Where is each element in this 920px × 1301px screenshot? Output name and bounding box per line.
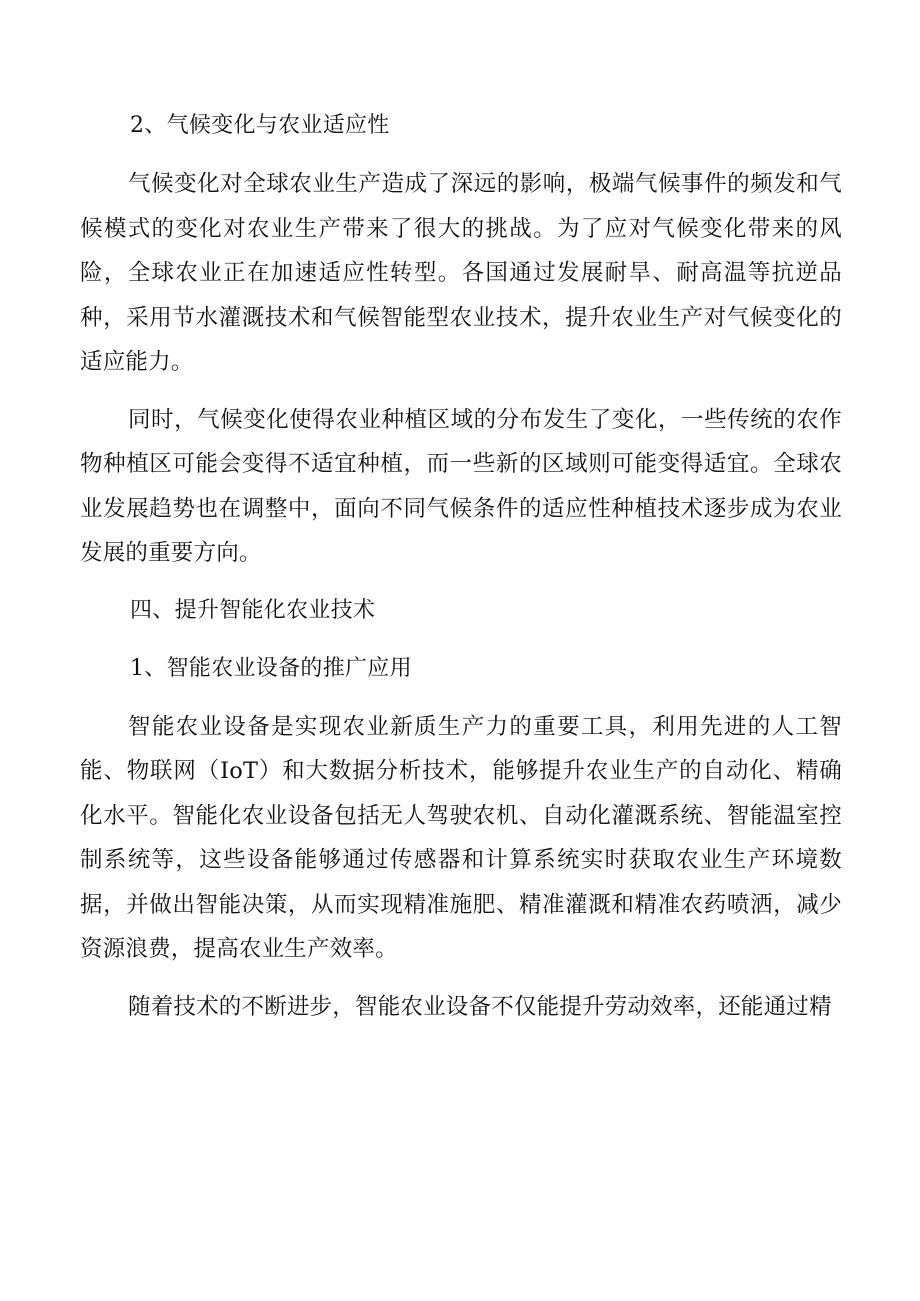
chapter-heading-smart-agriculture: 四、提升智能化农业技术 <box>130 597 376 623</box>
paragraph-planting-region-shift: 同时，气候变化使得农业种植区域的分布发生了变化，一些传统的农作物种植区可能会变得不适宜种植，而一些新的区域则可能变得适宜。全球农业发展趋势也在调整中，面向不同气候条件的适应性种植技术逐步成为农业发展的重要方向。 <box>80 406 842 566</box>
section-heading-climate-adaptation: 2、气候变化与农业适应性 <box>130 113 390 138</box>
section-heading-smart-equipment: 1、智能农业设备的推广应用 <box>130 655 412 681</box>
document-body <box>80 104 842 1029</box>
paragraph-climate-impact: 气候变化对全球农业生产造成了深远的影响，极端气候事件的频发和气候模式的变化对农业生产带来了很大的挑战。为了应对气候变化带来的风险，全球农业正在加速适应性转型。各国通过发展耐旱、耐高温等抗逆品种，采用节水灌溉技术和气候智能型农业技术，提升农业生产对气候变化的适应能力。 <box>80 171 842 375</box>
paragraph-smart-equipment: 智能农业设备是实现农业新质生产力的重要工具，利用先进的人工智能、物联网（IoT）和大数据分析技术，能够提升农业生产的自动化、精确化水平。智能化农业设备包括无人驾驶农机、自动化灌溉系统、智能温室控制系统等，这些设备能够通过传感器和计算系统实时获取农业生产环境数据，并做出智能决策，从而实现精准施肥、精准灌溉和精准农药喷洒，减少资源浪费，提高农业生产效率。 <box>80 713 842 962</box>
paragraph-technology-progress: 随着技术的不断进步，智能农业设备不仅能提升劳动效率，还能通过精 <box>128 993 832 1020</box>
